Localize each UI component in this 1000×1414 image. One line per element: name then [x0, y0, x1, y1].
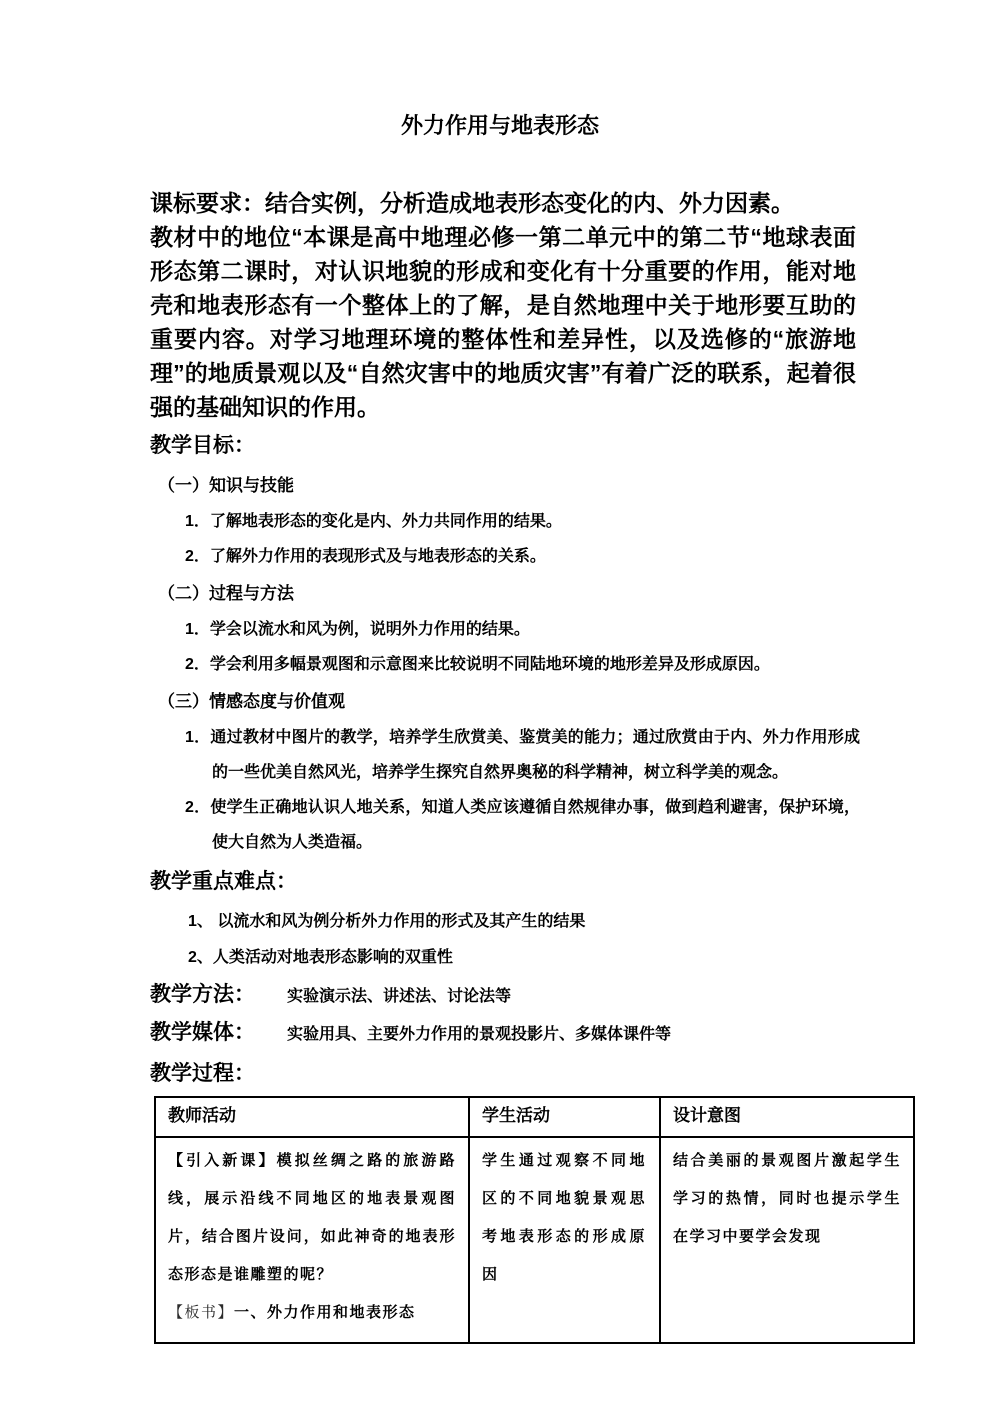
- board-note-text: 一、外力作用和地表形态: [234, 1304, 416, 1321]
- teaching-media-heading: 教学媒体：: [150, 1021, 255, 1044]
- curriculum-requirement-line: 课标要求：结合实例，分析造成地表形态变化的内、外力因素。: [150, 190, 794, 216]
- objectives-group-process: [150, 576, 905, 682]
- table-header-teacher-activity: 教师活动: [155, 1097, 469, 1137]
- teaching-media-row: [150, 1016, 905, 1052]
- table-header-student-activity: 学生活动: [469, 1097, 660, 1137]
- key-point-item: 1、 以流水和风为例分析外力作用的形式及其产生的结果: [188, 913, 586, 930]
- key-points-heading: 教学重点难点：: [150, 870, 297, 893]
- objectives-group-label: （一）知识与技能: [158, 476, 294, 495]
- objectives-group-knowledge: [150, 468, 905, 574]
- objectives-group-label: （三）情感态度与价值观: [158, 692, 345, 711]
- student-activity-cell: 学生通过观察不同地区的不同地貌景观思考地表形态的形成原因: [469, 1137, 660, 1343]
- objective-item: 2．了解外力作用的表现形式及与地表形态的关系。: [185, 548, 546, 565]
- objectives-group-label: （二）过程与方法: [158, 584, 294, 603]
- teacher-activity-cell: [155, 1137, 469, 1343]
- table-header-row: [155, 1097, 914, 1137]
- objectives-heading: 教学目标：: [150, 434, 255, 457]
- objective-item: 1．通过教材中图片的教学，培养学生欣赏美、鉴赏美的能力；通过欣赏由于内、外力作用形成的一些优美自然风光，培养学生探究自然界奥秘的科学精神，树立科学美的观念。: [185, 729, 860, 781]
- objectives-group-emotion: [150, 684, 905, 860]
- table-row: [155, 1137, 914, 1343]
- teaching-process-table: [154, 1096, 915, 1344]
- material-position-paragraph: 教材中的地位“本课是高中地理必修一第二单元中的第二节“地球表面形态第二课时，对认识地貌的形成和变化有十分重要的作用，能对地壳和地表形态有一个整体上的了解，是自然地理中关于地形要互助的重要内容。对学习地理环境的整体性和差异性，以及选修的“旅游地理”的地质景观以及“自然灾害中的地质灾害”有着广泛的联系，起着很强的基础知识的作用。: [150, 224, 856, 420]
- teaching-methods-row: [150, 978, 905, 1014]
- teacher-activity-intro: 【引入新课】模拟丝绸之路的旅游路线，展示沿线不同地区的地表景观图片，结合图片设问，如此神奇的地表形态形态是谁雕塑的呢？: [168, 1152, 456, 1283]
- objective-item: 2．学会利用多幅景观图和示意图来比较说明不同陆地环境的地形差异及形成原因。: [185, 656, 770, 673]
- teaching-process-heading: 教学过程：: [150, 1062, 255, 1085]
- objective-item: 2．使学生正确地认识人地关系，知道人类应该遵循自然规律办事，做到趋利避害，保护环境，使大自然为人类造福。: [185, 799, 860, 851]
- page-title: 外力作用与地表形态: [400, 113, 599, 138]
- teacher-activity-board: [168, 1294, 456, 1332]
- table-header-design-intent: 设计意图: [660, 1097, 914, 1137]
- key-point-item: 2、人类活动对地表形态影响的双重性: [188, 949, 453, 966]
- teaching-methods-content: 实验演示法、讲述法、讨论法等: [287, 988, 512, 1005]
- design-intent-cell: 结合美丽的景观图片激起学生学习的热情，同时也提示学生在学习中要学会发现: [660, 1137, 914, 1343]
- teaching-methods-heading: 教学方法：: [150, 983, 255, 1006]
- teaching-media-content: 实验用具、主要外力作用的景观投影片、多媒体课件等: [287, 1026, 672, 1043]
- board-note-prefix: 【板书】: [168, 1304, 235, 1321]
- objective-item: 1．学会以流水和风为例，说明外力作用的结果。: [185, 621, 530, 638]
- objective-item: 1．了解地表形态的变化是内、外力共同作用的结果。: [185, 513, 562, 530]
